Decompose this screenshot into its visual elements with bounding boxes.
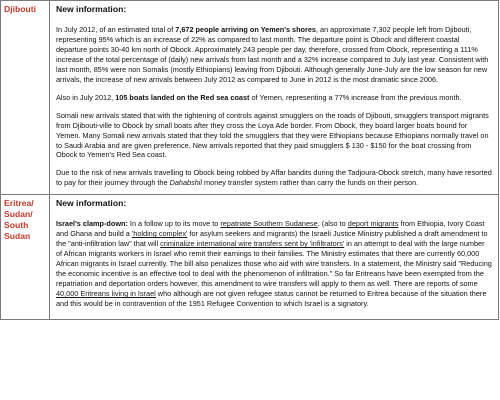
paragraph	[56, 168, 492, 188]
region-cell	[1, 1, 50, 195]
text-run: Due to the risk of new arrivals travelling to Obock being robbed by Affar bandits during the Tadjoura-Obock stretch, many have resorted to pay for their journey through the	[56, 168, 492, 188]
paragraph	[56, 219, 492, 309]
text-run: , (also to	[317, 219, 348, 229]
text-run: from Ethiopia, Ivory Coast and Ghana and build a	[56, 219, 485, 239]
inline-link[interactable]: deport migrants	[347, 219, 399, 229]
paragraph	[56, 93, 492, 103]
text-run: who although are not given refugee status cannot be returned to Eritrea because of the situation there and this would be in contravention of the 1951 Refugee Convention to which Israel is a signatory.	[56, 289, 487, 308]
text-run: for asylum seekers and migrants) the Israeli Justice Ministry published a draft amendment to the "anti-infiltration law" that will	[56, 229, 488, 249]
paragraph	[56, 25, 492, 85]
inline-link[interactable]: criminalize international wire transfers sent by 'infiltrators'	[160, 239, 345, 249]
text-run: 7,672 people arriving on Yemen's shores	[175, 25, 316, 34]
content-cell	[50, 195, 499, 320]
text-run: money transfer system rather than carry the funds on their person.	[202, 178, 419, 188]
region-cell	[1, 195, 50, 320]
text-run: Israel's clamp-down:	[56, 219, 128, 229]
region-label-line: South	[4, 220, 29, 231]
inline-link[interactable]: 'holding complex'	[131, 229, 188, 239]
text-run: Dahabshil	[169, 178, 203, 188]
section-heading: New information:	[56, 4, 127, 14]
text-run: 105 boats landed on the Red sea coast	[115, 92, 250, 102]
region-label	[1, 195, 49, 245]
inline-link[interactable]: repatriate Southern Sudanese	[220, 219, 318, 229]
text-run: In July 2012, of an estimated total of	[56, 25, 176, 34]
section-body	[50, 219, 498, 319]
text-run: , an approximate 7,302 people left from Djibouti, representing 95% which is an increase of 22% as compared to last month. The departure point is Obock and different coastal departure points 30-40 km north of Obock. Approximately 243 people per day, therefore, crossed from Obock, representing a 111% increase of the total percentage of (daily) new arrivals from last month and a 32% increase compared to July last year. Consistent with last month, 85% were non Somalis (mostly Ethiopians) leaving from Djibouti. Although generally June-July are the low season for new arrivals, the increase of new arrivals between July 2012 as compared to June in 2012 is the most dramatic since 2006.	[56, 25, 489, 84]
section-row-eritrea-sudan	[1, 195, 499, 320]
text-run: of Yemen, representing a 77% increase from the previous month.	[249, 92, 462, 102]
text-run: in an attempt to deal with the large number of African migrants workers in Israel who remit their earnings to their families. The Ministry estimates that there are currently 60,000 African migrants in Israel currently. The bill also penalizes those who aid with wire transfers. In a statement, the Ministry said "Reducing the economic incentive is an effective tool to deal with the phenomenon of infiltration." So far Eritreans have been exempted from the repatriation and deportation orders however, this amendment to wire transfers will apply to them as well. There are reports of some	[56, 239, 492, 289]
region-label-line: Eritrea/	[4, 198, 34, 209]
text-run: Somali new arrivals stated that with the tightening of controls against smugglers on the roads of Djibouti, smugglers transport migrants from Djibouti-ville to Obock by small boats after they cross the Loya Ade border. From Obock, they board larger boats bound for Yemen. Many Somali new arrivals stated that they told the smugglers that they were Ethiopians because Ethiopians normally travel on to Saudi Arabia and are given preference. New arrivals reported that they paid smugglers $ 130 - $150 for the boat crossing from Obock to Yemen's Red Sea coast.	[56, 110, 489, 160]
region-label-line: Sudan	[4, 231, 31, 242]
text-run: Also in July 2012,	[56, 92, 116, 102]
section-row-djibouti	[1, 1, 499, 195]
region-label: Djibouti	[4, 4, 36, 14]
inline-link[interactable]: 40,000 Eritreans living in Israel	[56, 289, 156, 299]
section-heading: New information:	[56, 198, 127, 209]
content-cell	[50, 1, 499, 195]
section-body	[50, 25, 498, 194]
region-label-line: Sudan/	[4, 209, 33, 220]
paragraph	[56, 111, 492, 161]
text-run: In a follow up to its move to	[127, 219, 221, 229]
